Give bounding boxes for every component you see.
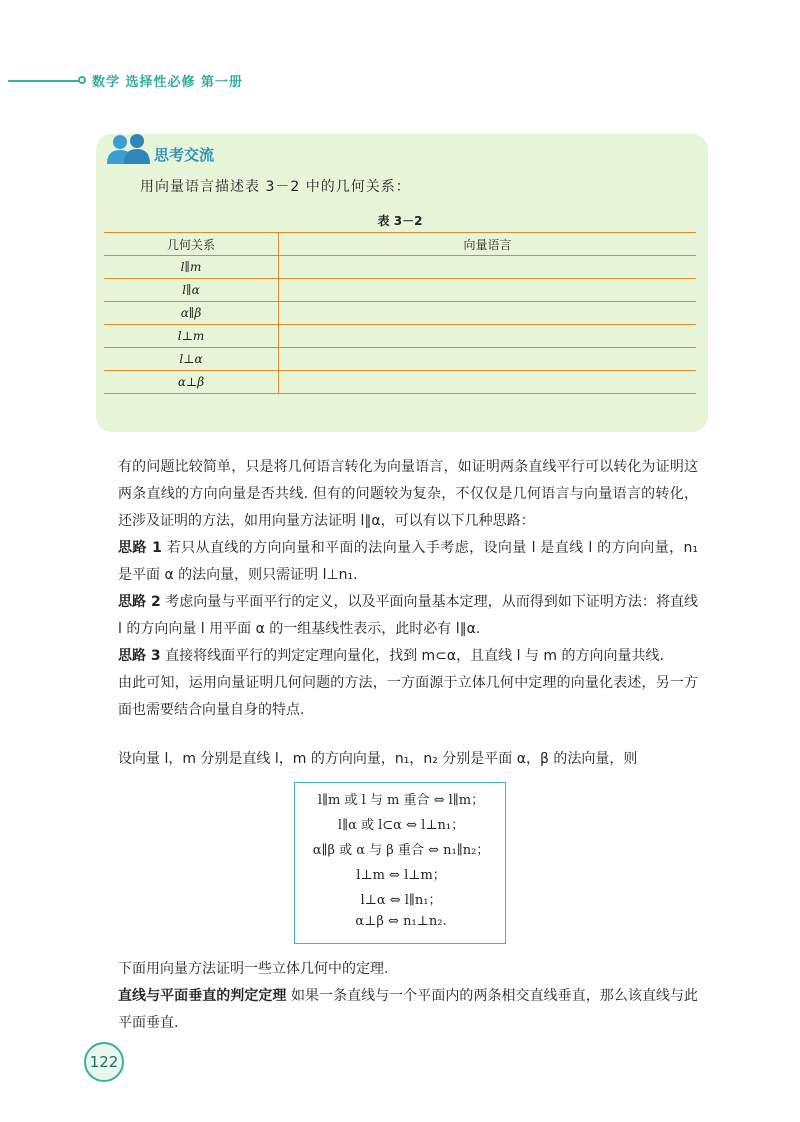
table-cell-empty xyxy=(279,371,697,394)
approach-2-text: 考虑向量与平面平行的定义，以及平面向量基本定理，从而得到如下证明方法：将直线 l 的方向向量 l 用平面 α 的一组基线性表示，此时必有 l∥α. xyxy=(118,594,699,637)
table-row xyxy=(104,279,696,302)
theorem xyxy=(118,983,698,1037)
formula-line: l⊥m ⇔ l⊥m； xyxy=(356,868,446,883)
theorem-label: 直线与平面垂直的判定定理 xyxy=(118,988,287,1004)
think-title: 思考交流 xyxy=(154,146,215,164)
paragraph-conclusion: 由此可知，运用向量证明几何问题的方法，一方面源于立体几何中定理的向量化表述，另一方面也需要结合向量自身的特点. xyxy=(118,675,698,718)
paragraph-setup: 设向量 l，m 分别是直线 l，m 的方向向量，n₁，n₂ 分别是平面 α，β 的法向量，则 xyxy=(118,751,638,767)
formula-line: α⊥β ⇔ n₁⊥n₂. xyxy=(355,914,447,929)
formula-line: l⊥α ⇔ l∥n₁； xyxy=(360,893,442,908)
table-row xyxy=(104,256,696,279)
approach-3-text: 直接将线面平行的判定定理向量化，找到 m⊂α，且直线 l 与 m 的方向向量共线. xyxy=(165,648,664,664)
approach-2-label: 思路 2 xyxy=(118,594,161,610)
people-icon xyxy=(104,132,154,166)
header-dot xyxy=(78,76,86,84)
formula-line: l∥m 或 l 与 m 重合 ⇔ l∥m； xyxy=(317,793,485,808)
paragraph-proof-intro: 下面用向量方法证明一些立体几何中的定理. xyxy=(118,961,389,977)
table-cell-relation: l⊥m xyxy=(104,325,279,348)
table-row xyxy=(104,325,696,348)
geometry-vector-table xyxy=(104,232,696,394)
running-header: 数学 选择性必修 第一册 xyxy=(92,75,244,90)
theorem-text: 如果一条直线与一个平面内的两条相交直线垂直，那么该直线与此平面垂直. xyxy=(118,988,699,1031)
think-question: 用向量语言描述表 3－2 中的几何关系： xyxy=(140,179,411,195)
table-cell-relation: α⊥β xyxy=(104,371,279,394)
table-cell-relation: l⊥α xyxy=(104,348,279,371)
table-cell-empty xyxy=(279,256,697,279)
formula-line: l∥α 或 l⊂α ⇔ l⊥n₁； xyxy=(337,818,465,833)
approach-3-label: 思路 3 xyxy=(118,648,161,664)
formula-line: α∥β 或 α 与 β 重合 ⇔ n₁∥n₂； xyxy=(312,843,490,858)
table-cell-relation: l∥m xyxy=(104,256,279,279)
table-header-vector: 向量语言 xyxy=(279,233,697,256)
approach-3 xyxy=(118,643,698,670)
table-caption: 表 3－2 xyxy=(377,214,423,228)
approach-1-label: 思路 1 xyxy=(118,540,162,556)
table-cell-relation: α∥β xyxy=(104,302,279,325)
page-number: 122 xyxy=(84,1042,124,1082)
paragraph-intro: 有的问题比较简单，只是将几何语言转化为向量语言，如证明两条直线平行可以转化为证明这两条直线的方向向量是否共线. 但有的问题较为复杂，不仅仅是几何语言与向量语言的转化，还涉及证明的方法，如用向量方法证明 l∥α，可以有以下几种思路： xyxy=(118,459,698,529)
table-cell-relation: l∥α xyxy=(104,279,279,302)
approach-1-text: 若只从直线的方向向量和平面的法向量入手考虑，设向量 l 是直线 l 的方向向量，n₁ 是平面 α 的法向量，则只需证明 l⊥n₁. xyxy=(118,540,698,583)
table-cell-empty xyxy=(279,302,697,325)
think-exchange-heading xyxy=(104,132,224,166)
table-cell-empty xyxy=(279,325,697,348)
table-row xyxy=(104,302,696,325)
formula-box xyxy=(294,782,506,944)
header-rule xyxy=(8,80,80,82)
table-cell-empty xyxy=(279,348,697,371)
approach-1 xyxy=(118,535,698,589)
approach-2 xyxy=(118,589,698,643)
table-cell-empty xyxy=(279,279,697,302)
table-header-geometry: 几何关系 xyxy=(104,233,279,256)
table-row xyxy=(104,371,696,394)
table-row xyxy=(104,348,696,371)
